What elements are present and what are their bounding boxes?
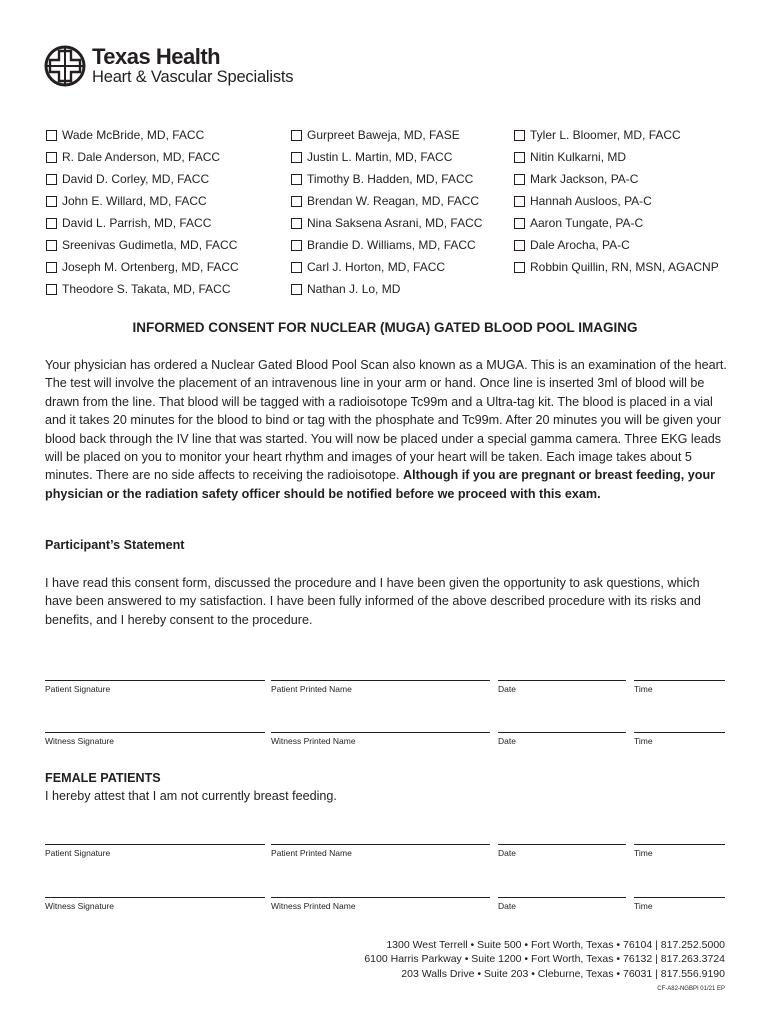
checkbox-icon[interactable] xyxy=(291,262,302,273)
witness-signature-field[interactable] xyxy=(45,897,265,911)
date-field[interactable] xyxy=(498,680,626,694)
date-field[interactable] xyxy=(498,897,626,911)
date-field[interactable] xyxy=(498,732,626,746)
logo xyxy=(44,43,293,89)
physician-option[interactable]: Tyler L. Bloomer, MD, FACC xyxy=(514,124,719,146)
patient-printed-name-label: Patient Printed Name xyxy=(271,848,352,858)
checkbox-icon[interactable] xyxy=(514,262,525,273)
female-patients-attestation: I hereby attest that I am not currently breast feeding. xyxy=(45,789,337,803)
physician-option[interactable]: Nina Saksena Asrani, MD, FACC xyxy=(291,212,482,234)
patient-printed-name-label: Patient Printed Name xyxy=(271,684,352,694)
physician-option[interactable]: Justin L. Martin, MD, FACC xyxy=(291,146,482,168)
patient-signature-label: Patient Signature xyxy=(45,684,111,694)
logo-name: Texas Health xyxy=(92,44,221,70)
physician-option[interactable]: Aaron Tungate, PA-C xyxy=(514,212,719,234)
physician-column-2 xyxy=(291,124,482,300)
checkbox-icon[interactable] xyxy=(46,130,57,141)
witness-printed-name-label: Witness Printed Name xyxy=(271,901,356,911)
checkbox-icon[interactable] xyxy=(514,240,525,251)
time-field[interactable] xyxy=(634,680,725,694)
patient-signature-label: Patient Signature xyxy=(45,848,111,858)
checkbox-icon[interactable] xyxy=(46,174,57,185)
witness-signature-label: Witness Signature xyxy=(45,901,114,911)
checkbox-icon[interactable] xyxy=(46,240,57,251)
pregnancy-warning: Although if you are pregnant or breast feeding, your physician or the radiation safety officer should be notified before we proceed with this exam. xyxy=(45,468,716,501)
female-patient-signature-row xyxy=(0,844,770,864)
procedure-text: Your physician has ordered a Nuclear Gated Blood Pool Scan also known as a MUGA. This is an examination of the heart. The test will involve the placement of an intravenous line in your arm or hand. Once line is inserted 3ml of blood will be drawn from the line. That blood will be tagged with a radioisotope Tc99m and a Ultra-tag kit. The blood is placed in a vial and it takes 20 minutes for the blood to bind or tag with the phosphate and Tc99m. After 20 minutes you will be given your blood back through the IV line that was started. You will now be placed under a special gamma camera. Three EKG leads will be placed on you to monitor your heart rhythm and images of your heart will be taken. Each image takes about 5 minutes. There are no side affects to receiving the radioisotope. xyxy=(45,358,727,483)
checkbox-icon[interactable] xyxy=(291,174,302,185)
time-label: Time xyxy=(634,901,653,911)
physician-option[interactable]: Nathan J. Lo, MD xyxy=(291,278,482,300)
physician-column-1 xyxy=(46,124,239,300)
office-addresses xyxy=(364,938,725,981)
checkbox-icon[interactable] xyxy=(514,174,525,185)
address-line: 1300 West Terrell • Suite 500 • Fort Worth, Texas • 76104 | 817.252.5000 xyxy=(386,939,725,951)
patient-signature-row xyxy=(0,680,770,700)
checkbox-icon[interactable] xyxy=(291,196,302,207)
female-patients-heading: FEMALE PATIENTS xyxy=(45,771,161,785)
witness-printed-name-field[interactable] xyxy=(271,732,490,746)
checkbox-icon[interactable] xyxy=(46,284,57,295)
physician-option[interactable]: Robbin Quillin, RN, MSN, AGACNP xyxy=(514,256,719,278)
time-field[interactable] xyxy=(634,732,725,746)
address-line: 203 Walls Drive • Suite 203 • Cleburne, Texas • 76031 | 817.556.9190 xyxy=(401,967,725,980)
checkbox-icon[interactable] xyxy=(291,152,302,163)
checkbox-icon[interactable] xyxy=(291,130,302,141)
participant-statement-text: I have read this consent form, discussed the procedure and I have been given the opportunity to ask questions, which have been answered to my satisfaction. I have been fully informed of the above described procedure with its risks and benefits, and I hereby consent to the procedure. xyxy=(45,576,701,627)
physician-option[interactable]: Sreenivas Gudimetla, MD, FACC xyxy=(46,234,239,256)
witness-signature-field[interactable] xyxy=(45,732,265,746)
physician-option[interactable]: John E. Willard, MD, FACC xyxy=(46,190,239,212)
physician-option[interactable]: Mark Jackson, PA-C xyxy=(514,168,719,190)
checkbox-icon[interactable] xyxy=(46,152,57,163)
date-field[interactable] xyxy=(498,844,626,858)
physician-option[interactable]: Dale Arocha, PA-C xyxy=(514,234,719,256)
physician-option[interactable]: Wade McBride, MD, FACC xyxy=(46,124,239,146)
checkbox-icon[interactable] xyxy=(514,152,525,163)
checkbox-icon[interactable] xyxy=(291,218,302,229)
witness-printed-name-label: Witness Printed Name xyxy=(271,736,356,746)
address-line: 6100 Harris Parkway • Suite 1200 • Fort Worth, Texas • 76132 | 817.263.3724 xyxy=(364,953,725,966)
physician-option[interactable]: Hannah Ausloos, PA-C xyxy=(514,190,719,212)
checkbox-icon[interactable] xyxy=(46,262,57,273)
checkbox-icon[interactable] xyxy=(514,218,525,229)
time-label: Time xyxy=(634,848,653,858)
physician-option[interactable]: Timothy B. Hadden, MD, FACC xyxy=(291,168,482,190)
female-witness-signature-row xyxy=(0,897,770,917)
checkbox-icon[interactable] xyxy=(46,196,57,207)
logo-subtitle: Heart & Vascular Specialists xyxy=(92,68,294,87)
checkbox-icon[interactable] xyxy=(514,130,525,141)
physician-option[interactable]: David D. Corley, MD, FACC xyxy=(46,168,239,190)
date-label: Date xyxy=(498,848,516,858)
date-label: Date xyxy=(498,736,516,746)
patient-signature-field[interactable] xyxy=(45,844,265,858)
time-field[interactable] xyxy=(634,897,725,911)
physician-option[interactable]: Carl J. Horton, MD, FACC xyxy=(291,256,482,278)
date-label: Date xyxy=(498,901,516,911)
witness-signature-row xyxy=(0,732,770,752)
physician-option[interactable]: R. Dale Anderson, MD, FACC xyxy=(46,146,239,168)
checkbox-icon[interactable] xyxy=(291,240,302,251)
patient-signature-field[interactable] xyxy=(45,680,265,694)
physician-option[interactable]: Theodore S. Takata, MD, FACC xyxy=(46,278,239,300)
patient-printed-name-field[interactable] xyxy=(271,844,490,858)
physician-option[interactable]: Gurpreet Baweja, MD, FASE xyxy=(291,124,482,146)
texas-health-cross-icon xyxy=(44,45,86,87)
checkbox-icon[interactable] xyxy=(291,284,302,295)
witness-printed-name-field[interactable] xyxy=(271,897,490,911)
checkbox-icon[interactable] xyxy=(46,218,57,229)
time-field[interactable] xyxy=(634,844,725,858)
physician-option[interactable]: Brendan W. Reagan, MD, FACC xyxy=(291,190,482,212)
physician-option[interactable]: Nitin Kulkarni, MD xyxy=(514,146,719,168)
witness-signature-label: Witness Signature xyxy=(45,736,114,746)
document-title: INFORMED CONSENT FOR NUCLEAR (MUGA) GATED BLOOD POOL IMAGING xyxy=(132,320,638,335)
physician-column-3 xyxy=(514,124,719,278)
physician-option[interactable]: Joseph M. Ortenberg, MD, FACC xyxy=(46,256,239,278)
time-label: Time xyxy=(634,736,653,746)
checkbox-icon[interactable] xyxy=(514,196,525,207)
procedure-description xyxy=(45,356,727,503)
patient-printed-name-field[interactable] xyxy=(271,680,490,694)
participant-statement-heading: Participant’s Statement xyxy=(45,538,185,552)
date-label: Date xyxy=(498,684,516,694)
physician-option[interactable]: David L. Parrish, MD, FACC xyxy=(46,212,239,234)
physician-option[interactable]: Brandie D. Williams, MD, FACC xyxy=(291,234,482,256)
form-code: CF-A82-NGBPI 01/21 EP xyxy=(657,986,725,992)
time-label: Time xyxy=(634,684,653,694)
